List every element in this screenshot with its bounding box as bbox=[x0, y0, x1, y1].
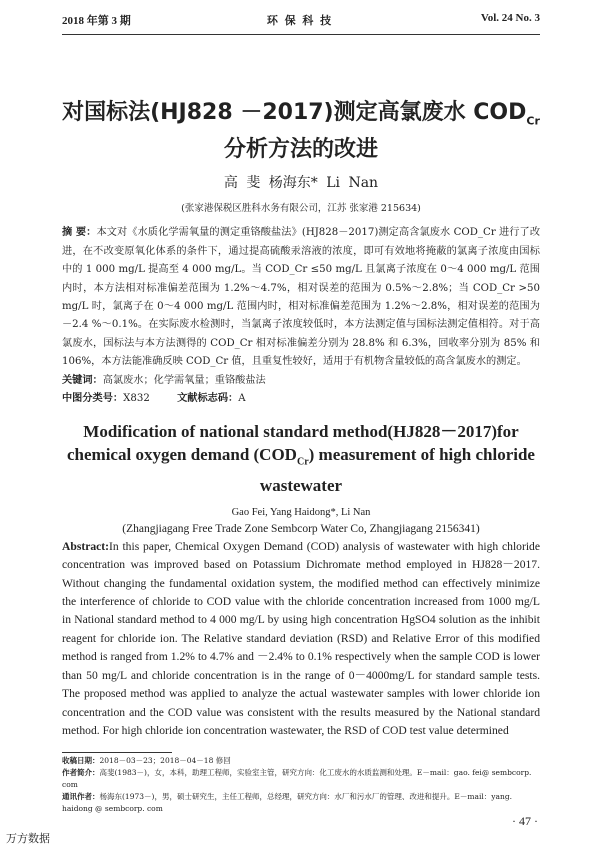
abstract-en bbox=[62, 538, 540, 740]
title-zh-line2: 分析方法的改进 bbox=[223, 137, 378, 163]
title-en-line1: Modification of national standard method(HJ828－2017)for bbox=[83, 422, 519, 442]
affiliation-en: (Zhangjiagang Free Trade Zone Sembcorp Water Co, Zhangjiagang 2156341) bbox=[122, 522, 480, 535]
abstract-zh bbox=[62, 224, 540, 371]
title-zh bbox=[62, 98, 540, 164]
title-en-sub: Cr bbox=[296, 456, 309, 468]
authors-en: Gao Fei, Yang Haidong*, Li Nan bbox=[231, 506, 371, 518]
title-sub: Cr bbox=[526, 114, 540, 128]
abstract-en-label: Abstract: bbox=[62, 539, 110, 553]
clc-label: 中图分类号： bbox=[62, 393, 124, 405]
watermark: 万方数据 bbox=[6, 832, 50, 845]
volume-number: Vol. 24 No. 3 bbox=[480, 12, 540, 24]
clc-value: X832 bbox=[123, 393, 150, 405]
abstract-en-text: In this paper, Chemical Oxygen Demand (COD) analysis of wastewater with high chloride concentration was improved based on Potassium Dichromate method employed in HJ828－2017. Without changing the fundamental oxidation system, the modified method can effectively minimize the interference of chloride to COD value with the chloride concentration increased from 1000 mg/L in National standard method to 4 000 mg/L by using high concentration HgSO4 solution as the inhibit reagent for chloride ion. The Relative standard deviation (RSD) and Relative Error of this modified method is ranged from 1.2% to 4.7% and －2.4% to 0.1% respectively when the sample COD is lower than 50 mg/L and chloride concentration is in the range of 0－4000mg/L for standard sample tests. The proposed method was applied to analyze the actual wastewater samples with lower chloride ion concentration and the COD value was consistent with the results measured by the National standard method. For high chloride ion concentration wastewater, the RSD of COD test value determined bbox=[62, 539, 540, 737]
main-content bbox=[62, 98, 540, 740]
journal-name: 环 保 科 技 bbox=[266, 15, 334, 27]
footnotes bbox=[62, 755, 540, 815]
abstract-text: 本文对《水质化学需氧量的测定重铬酸盐法》(HJ828－2017)测定高含氯废水 COD_Cr 进行了改进，在不改变原氧化体系的条件下，通过提高硫酸汞溶液的浓度，即可有效地将掩蔽的氯离子浓度由国标中的 1 000 mg/L 提高至 4 000 mg/L。当 COD_Cr ≤50 mg/L 且氯离子浓度在 0～4 000 mg/L 范围内时，本方法相对标准偏差范围为 1.2%～4.7%，相对误差的范围为 0.5%～2.8%；当 COD_Cr >50 mg/L 时，氯离子在 0～4 000 mg/L 范围内时，相对标准偏差范围为 1.2%～2.8%，相对误差的范围为 －2.4 %～0.1%。在实际废水检测时，当氯离子浓度较低时，本方法测定值与国标法测定值相符。对于高氯废水，国标法与本方法测得的 COD_Cr 相对标准偏差分别为 28.8% 和 6.3%，回收率分别为 85% 和 106%，本方法能准确反映 COD_Cr 值，且重复性较好，适用于有机物含量较低的高含氯废水的测定。 bbox=[62, 227, 541, 368]
title-en-line2-end: ) measurement of high chloride wastewater bbox=[259, 445, 535, 495]
keywords-text: 高氯废水；化学需氧量；重铬酸盐法 bbox=[102, 374, 266, 386]
classification bbox=[62, 390, 540, 408]
corresponding-bio: 杨海东(1973－)，男，硕士研究生，主任工程师，总经理，研究方向：水厂和污水厂的管理、改进和提升。E－mail：yang. haidong @ sembcorp. com bbox=[62, 792, 513, 813]
affiliation-zh: (张家港保税区胜科水务有限公司，江苏 张家港 215634) bbox=[181, 203, 421, 215]
authors-zh: 高 斐 杨海东* Li Nan bbox=[223, 175, 379, 192]
keywords-label: 关键词： bbox=[62, 374, 103, 386]
author-bio-label: 作者简介： bbox=[62, 768, 100, 777]
doc-code-label: 文献标志码： bbox=[177, 393, 239, 405]
corresponding-label: 通讯作者： bbox=[62, 792, 100, 801]
footnote-rule bbox=[62, 752, 172, 753]
page-number: · 47 · bbox=[512, 814, 538, 828]
title-zh-line1: 对国标法(HJ828 －2017)测定高氯废水 COD bbox=[62, 100, 527, 125]
title-en bbox=[32, 420, 570, 496]
header-rule bbox=[62, 34, 540, 35]
title-en-line2: chemical oxygen demand (COD bbox=[67, 445, 297, 465]
abstract-label: 摘 要： bbox=[62, 227, 97, 239]
journal-issue: 2018 年第 3 期 bbox=[62, 15, 131, 27]
doc-code-value: A bbox=[238, 393, 246, 405]
keywords-zh bbox=[62, 372, 540, 390]
author-bio: 高斐(1983－)，女，本科，助理工程师，实验室主管，研究方向：化工废水的水质监测和处理。E－mail：gao. fei@ sembcorp. com bbox=[62, 768, 532, 789]
received-label: 收稿日期： bbox=[62, 756, 100, 765]
received-date: 2018－03－23；2018－04－18 修回 bbox=[99, 756, 231, 765]
